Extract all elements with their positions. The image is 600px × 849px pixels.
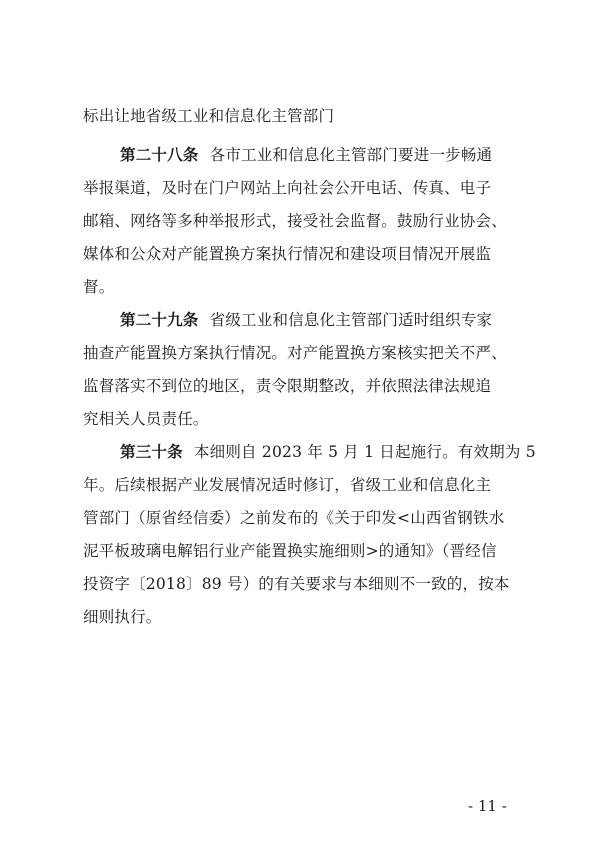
article-30-text-line-3: 管部门（原省经信委）之前发布的《关于印发<山西省钢铁水 <box>83 509 505 527</box>
article-30-text-line-1: 本细则自 2023 年 5 月 1 日起施行。有效期为 5 <box>193 443 536 461</box>
article-29-text-line-1: 省级工业和信息化主管部门适时组织专家 <box>209 311 493 329</box>
article-30-first-line <box>120 442 536 462</box>
article-29-text-line-3: 监督落实不到位的地区，责令限期整改，并依照法律法规追 <box>83 377 492 395</box>
article-28-text-line-1: 各市工业和信息化主管部门要进一步畅通 <box>209 146 493 164</box>
article-28-text-line-3: 邮箱、网络等多种举报形式，接受社会监督。鼓励行业协会、 <box>83 212 507 230</box>
article-30-text-line-4: 泥平板玻璃电解铝行业产能置换实施细则>的通知》（晋经信 <box>83 542 497 560</box>
article-30-text-line-6: 细则执行。 <box>83 608 162 626</box>
article-29-first-line <box>120 310 492 330</box>
article-28-text-line-4: 媒体和公众对产能置换方案执行情况和建设项目情况开展监 <box>83 245 492 263</box>
paragraph-continuation-line: 标出让地省级工业和信息化主管部门 <box>83 107 335 125</box>
article-30-heading: 第三十条 <box>120 443 183 461</box>
page-number: - 11 - <box>468 797 507 815</box>
article-28-text-line-5: 督。 <box>83 278 115 296</box>
article-29-text-line-4: 究相关人员责任。 <box>83 410 209 428</box>
article-28-first-line <box>120 145 492 165</box>
article-30-text-line-5: 投资字〔2018〕89 号）的有关要求与本细则不一致的，按本 <box>83 575 510 593</box>
article-28-text-line-2: 举报渠道，及时在门户网站上向社会公开电话、传真、电子 <box>83 179 492 197</box>
article-29-text-line-2: 抽查产能置换方案执行情况。对产能置换方案核实把关不严、 <box>83 344 507 362</box>
article-28-heading: 第二十八条 <box>120 146 199 164</box>
article-30-text-line-2: 年。后续根据产业发展情况适时修订，省级工业和信息化主 <box>83 476 492 494</box>
article-29-heading: 第二十九条 <box>120 311 199 329</box>
